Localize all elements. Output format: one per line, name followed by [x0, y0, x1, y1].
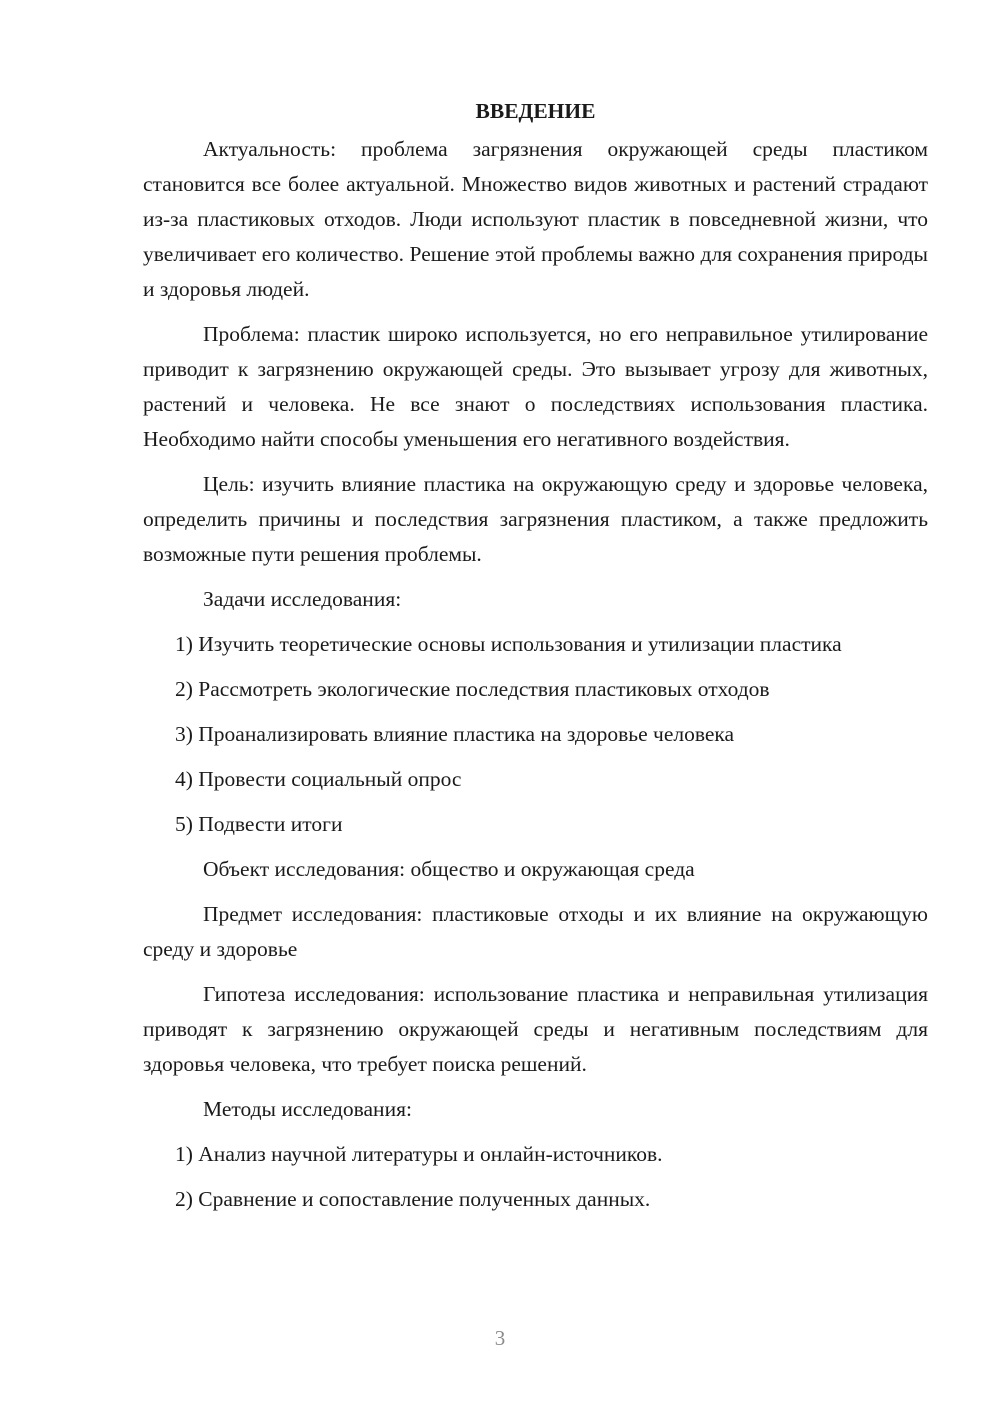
methods-heading: Методы исследования:: [203, 1097, 412, 1121]
object-paragraph: Объект исследования: общество и окружающая среда: [203, 857, 695, 881]
tasks-heading: Задачи исследования:: [203, 587, 402, 611]
page-title: ВВЕДЕНИЕ: [475, 99, 596, 123]
task-item-3: 3) Проанализировать влияние пластика на здоровье человека: [175, 722, 735, 746]
document-page: [143, 96, 928, 1227]
page-number: 3: [494, 1326, 506, 1350]
hypothesis-paragraph: Гипотеза исследования: использование пластика и неправильная утилизация приводят к загрязнению окружающей среды и негативным последствиям для здоровья человека, что требует поиска решений.: [143, 982, 928, 1076]
task-item-5: 5) Подвести итоги: [175, 812, 343, 836]
problem-paragraph: Проблема: пластик широко используется, но его неправильное утилирование приводит к загрязнению окружающей среды. Это вызывает угрозу для животных, растений и человека. Не все знают о последствиях использования пластика. Необходимо найти способы уменьшения его негативного воздействия.: [143, 322, 928, 451]
task-item-4: 4) Провести социальный опрос: [175, 767, 462, 791]
relevance-paragraph: Актуальность: проблема загрязнения окружающей среды пластиком становится все более актуальной. Множество видов животных и растений страдают из-за пластиковых отходов. Люди используют пластик в повседневной жизни, что увеличивает его количество. Решение этой проблемы важно для сохранения природы и здоровья людей.: [143, 137, 928, 301]
goal-paragraph: Цель: изучить влияние пластика на окружающую среду и здоровье человека, определить причины и последствия загрязнения пластиком, а также предложить возможные пути решения проблемы.: [143, 472, 928, 566]
task-item-1: 1) Изучить теоретические основы использования и утилизации пластика: [175, 632, 842, 656]
method-item-2: 2) Сравнение и сопоставление полученных данных.: [175, 1187, 651, 1211]
task-item-2: 2) Рассмотреть экологические последствия пластиковых отходов: [175, 677, 770, 701]
method-item-1: 1) Анализ научной литературы и онлайн-источников.: [175, 1142, 663, 1166]
subject-paragraph: Предмет исследования: пластиковые отходы и их влияние на окружающую среду и здоровье: [143, 902, 928, 961]
